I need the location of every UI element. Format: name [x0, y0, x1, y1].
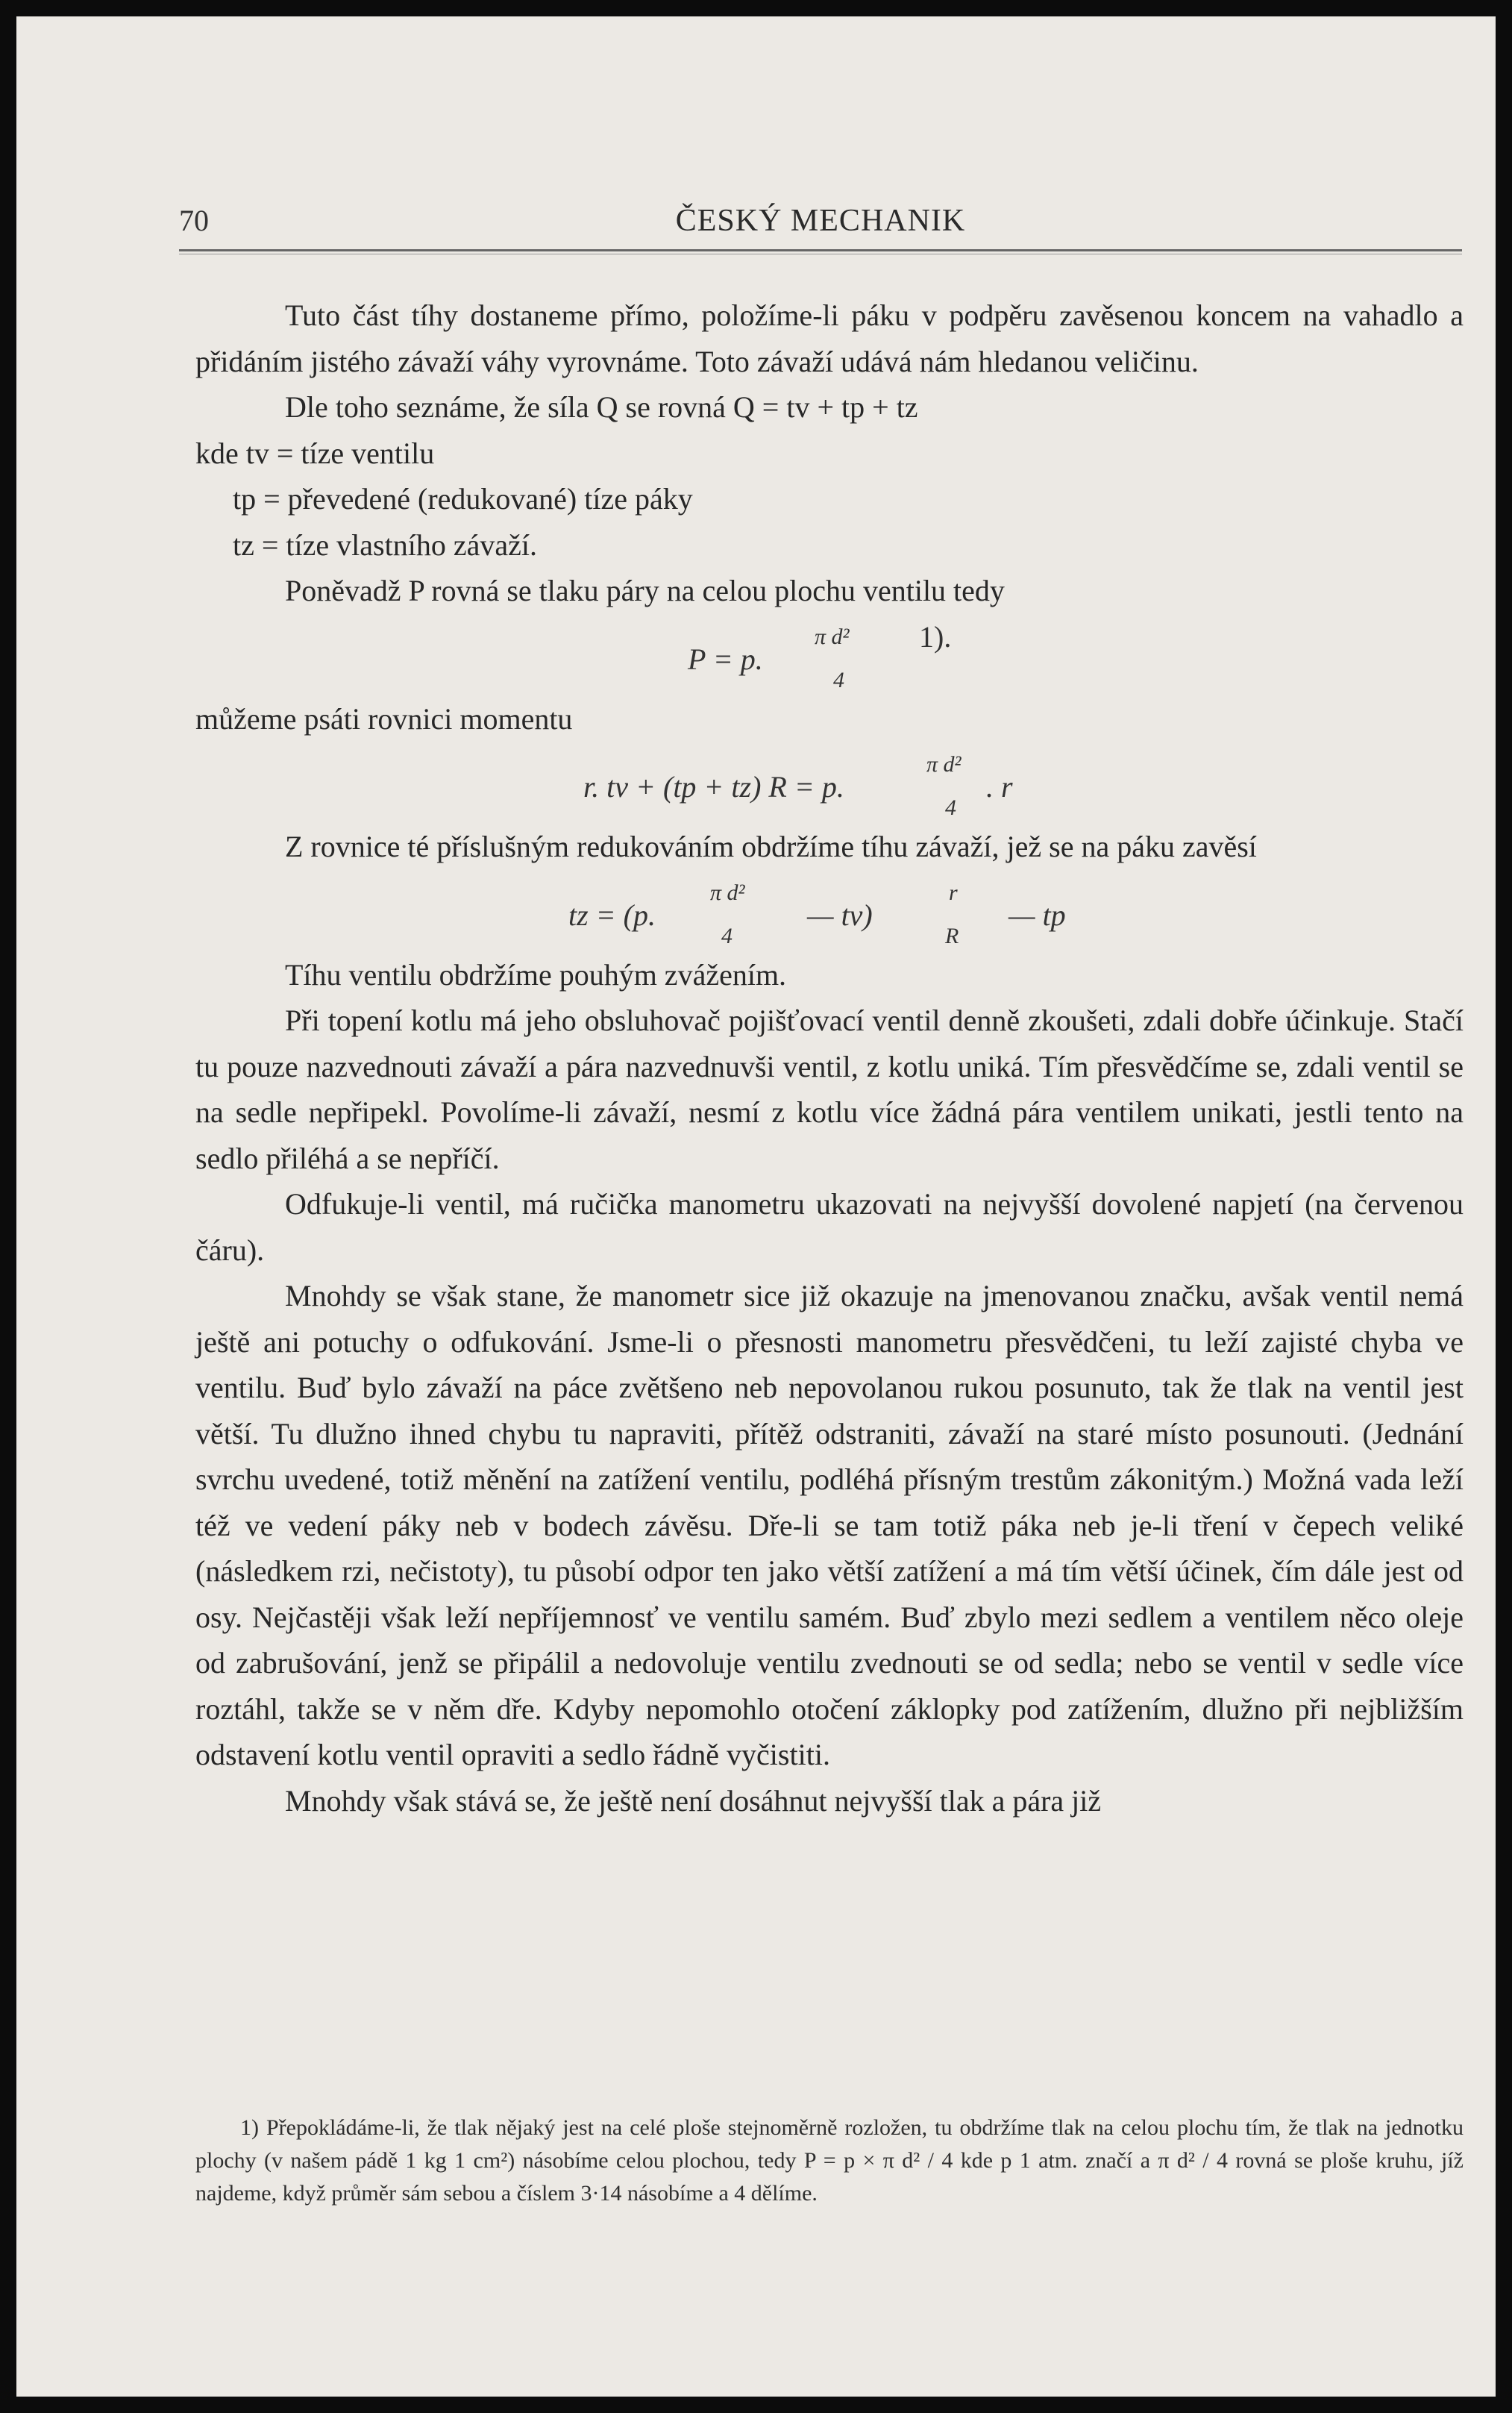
equation-moment	[195, 742, 1464, 824]
equation-denominator: 4	[721, 923, 733, 948]
equation-left: tz = (p.	[568, 898, 656, 932]
page-number: 70	[179, 204, 209, 237]
book-page	[16, 16, 1496, 2397]
equation-numerator: π d²	[710, 880, 745, 905]
paragraph: Tuto část tíhy dostaneme přímo, položíme-li páku v podpěru zavěsenou koncem na vahadlo a přidáním jistého závaží váhy vyrovnáme. Toto závaží udává nám hledanou veličinu.	[195, 298, 1464, 378]
equation-denominator: R	[945, 923, 959, 948]
paragraph: Dle toho seznáme, že síla Q se rovná Q = tv + tp + tz	[285, 390, 918, 424]
paragraph: tp = převedené (redukované) tíze páky	[233, 482, 693, 516]
equation-right: — tp	[1008, 898, 1066, 932]
paragraph: Při topení kotlu má jeho obsluhovač pojišťovací ventil denně zkoušeti, zdali dobře účinkuje. Stačí tu pouze nazvednouti závaží a pára nazvednuvši ventil, z kotlu uniká. Tím přesvědčíme se, zdali ventil se na sedle nepřipekl. Povolíme-li závaží, nesmí z kotlu více žádná pára ventilem unikati, jestli tento na sedlo přiléhá a se nepříčí.	[195, 1004, 1464, 1175]
header-rule	[179, 249, 1462, 251]
body-text	[195, 292, 1464, 1824]
equation-denominator: 4	[945, 795, 956, 820]
equation-numerator: π d²	[926, 752, 962, 777]
equation-numerator: π d²	[815, 624, 850, 649]
footnote-ref: 1).	[919, 619, 952, 654]
equation-left: P = p.	[688, 642, 763, 676]
paragraph: Tíhu ventilu obdržíme pouhým zvážením.	[285, 957, 787, 992]
equation-right: . r	[986, 770, 1013, 804]
equation-weight	[195, 870, 1464, 952]
equation-middle: — tv)	[807, 898, 873, 932]
paragraph: můžeme psáti rovnici momentu	[195, 701, 573, 736]
footnote	[195, 2112, 1464, 2210]
equation-numerator: r	[949, 880, 958, 905]
paragraph: tz = tíze vlastního závaží.	[233, 528, 537, 562]
footnote-text: 1) Přepokládáme-li, že tlak nějaký jest na celé ploše stejnoměrně rozložen, tu obdržíme tlak na celou plochu tím, že tlak na jednotku plochy (v našem pádě 1 kg 1 cm²) násobíme celou plochou, tedy P = p × π d² / 4 kde p 1 atm. značí a π d² / 4 rovná se ploše kruhu, jíž najdeme, když průměr sám sebou a číslem 3·14 násobíme a 4 dělíme.	[195, 2115, 1464, 2206]
paragraph: Poněvadž P rovná se tlaku páry na celou plochu ventilu tedy	[285, 574, 1005, 607]
paragraph: Mnohdy však stává se, že ještě není dosáhnut nejvyšší tlak a pára již	[285, 1783, 1102, 1818]
running-title: ČESKÝ MECHANIK	[675, 204, 966, 238]
paragraph: Odfukuje-li ventil, má ručička manometru ukazovati na nejvyšší dovolené napjetí (na červenou čáru).	[195, 1187, 1464, 1267]
paragraph: Mnohdy se však stane, že manometr sice již okazuje na jmenovanou značku, avšak ventil nemá ještě ani potuchy o odfukování. Jsme-li o přesnosti manometru přesvědčeni, tu leží zajisté chyba ve ventilu. Buď bylo závaží na páce zvětšeno neb nepovolanou rukou posunuto, tak že tlak na ventil jest větší. Tu dlužno ihned chybu tu napraviti, přítěž odstraniti, závaží na staré místo posunouti. (Jednání svrchu uvedené, totiž měnění na zatížení ventilu, podléhá přísným trestům zákonitým.) Možná vada leží též ve vedení páky neb v bodech závěsu. Dře-li se tam totiž páka neb je-li tření v čepech veliké (následkem rzi, nečistoty), tu působí odpor ten jako větší zatížení a má tím větší účinek, čím dále jest od osy. Nejčastěji však leží nepříjemnosť ve ventilu samém. Buď zbylo mezi sedlem a ventilem něco oleje od zabrušování, jenž se připálil a nedovoluje ventilu zvednouti se od sedla; nebo se ventil v sedle více roztáhl, takže se v něm dře. Kdyby nepomohlo otočení záklopky pod zatížením, dlužno při nejbližším odstavení kotlu ventil opraviti a sedlo řádně vyčistiti.	[195, 1279, 1464, 1771]
page-header	[179, 203, 1462, 248]
paragraph: Z rovnice té příslušným redukováním obdržíme tíhu závaží, jež se na páku zavěsí	[285, 830, 1257, 863]
equation-denominator: 4	[833, 667, 844, 692]
paragraph: kde tv = tíze ventilu	[195, 436, 435, 470]
equation-pressure	[195, 614, 1464, 696]
equation-left: r. tv + (tp + tz) R = p.	[583, 770, 844, 804]
